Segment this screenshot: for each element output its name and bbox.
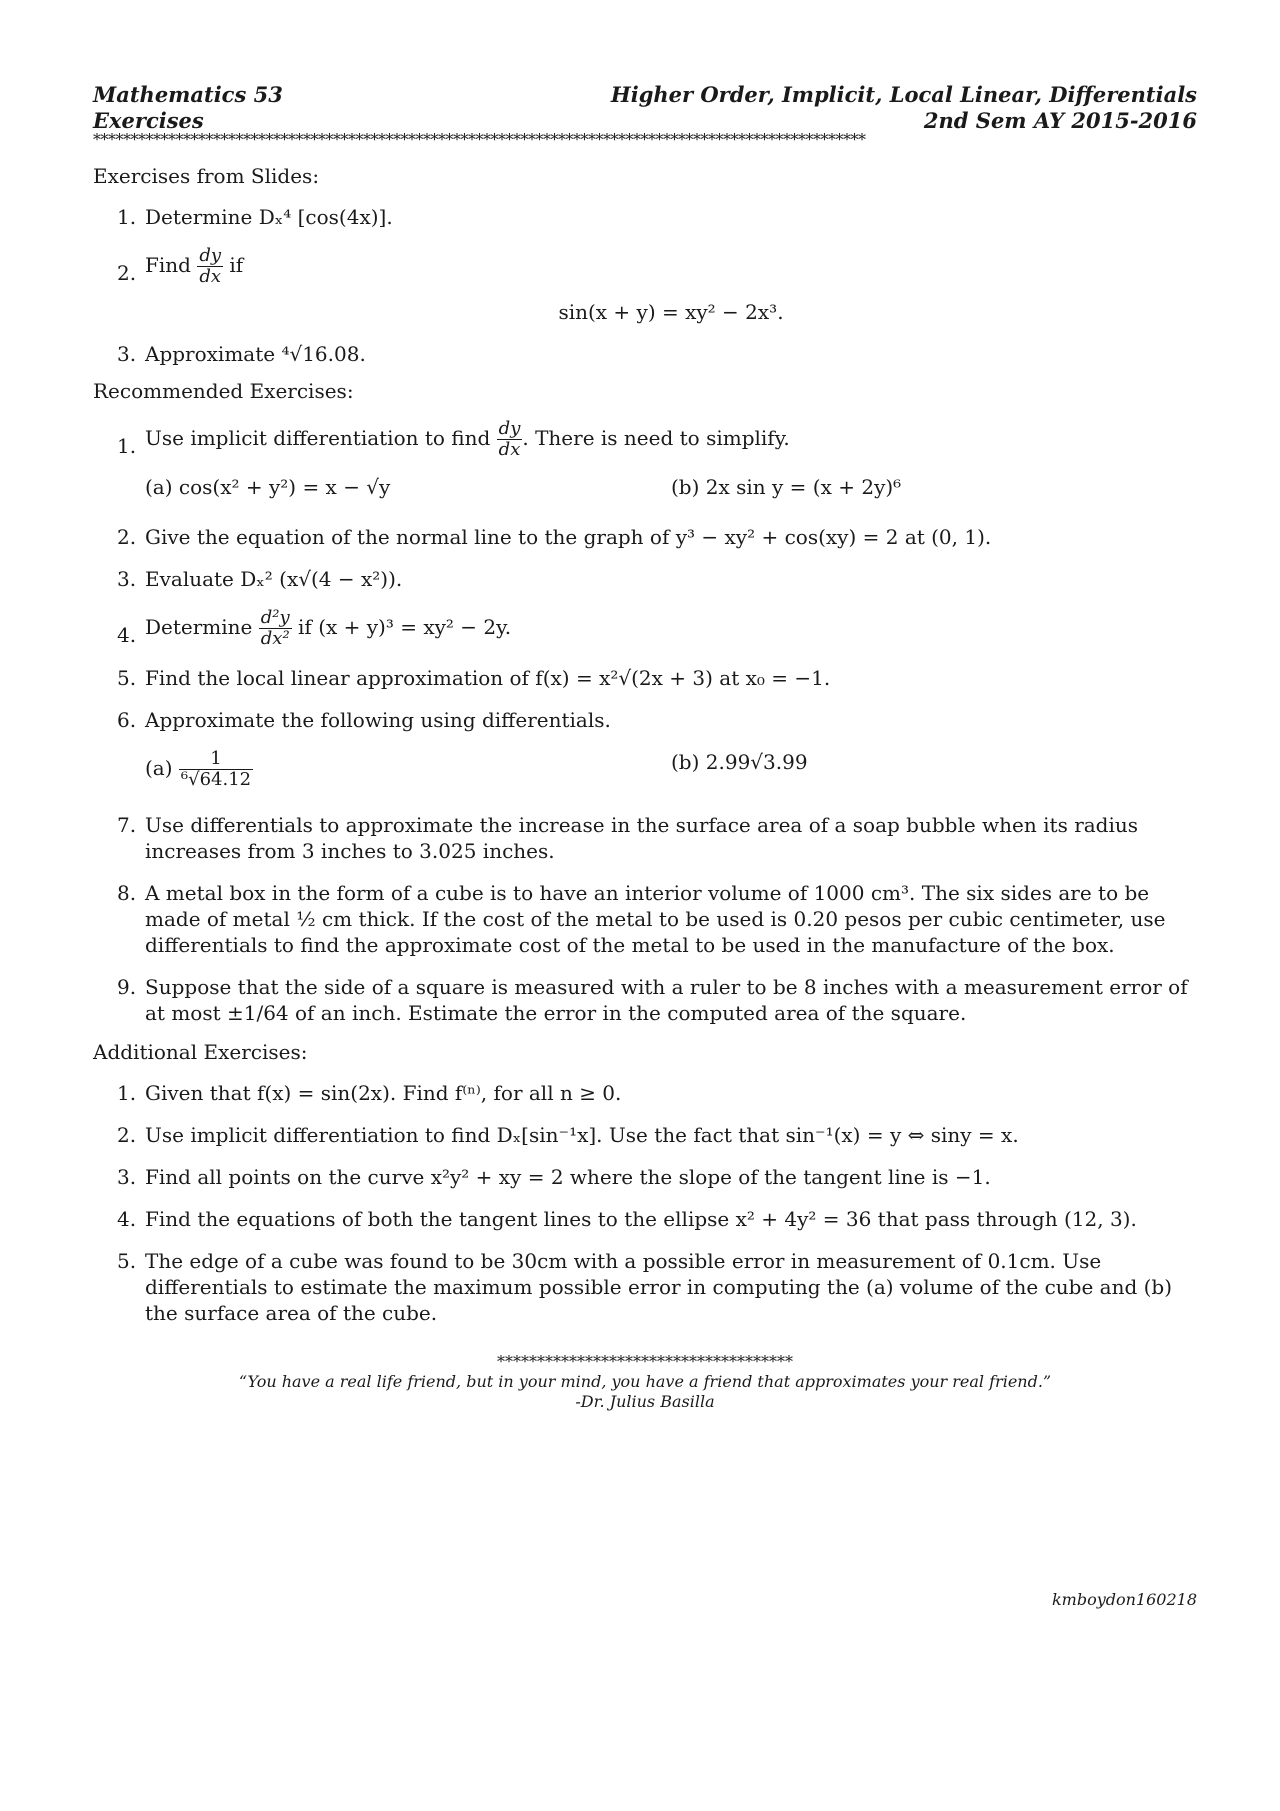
quote-text: “You have a real life friend, but in your mind, you have a friend that approximates your real friend.” xyxy=(238,1372,1052,1391)
fraction: $\frac{\text{d²y}}{\text{dx²}}$ xyxy=(260,607,290,649)
sub-item-b: (b) 2x sin y = (x + 2y)⁶ xyxy=(671,475,902,499)
section-heading-recommended: Recommended Exercises: xyxy=(93,379,354,403)
section-heading-slides: Exercises from Slides: xyxy=(93,164,320,188)
fraction: $\frac{dy}{dx}$ xyxy=(199,245,222,287)
list-item: 2. Use implicit differentiation to find Dₓ[sin⁻¹x]. Use the fact that sin⁻¹(x) = y ⇔ siny = x. xyxy=(117,1123,1019,1147)
list-item: 3. Approximate ⁴√16.08. xyxy=(117,342,366,366)
semester-label: 2nd Sem AY 2015-2016 xyxy=(923,108,1197,133)
additional-exercise-list xyxy=(93,1080,1197,1326)
list-item: 3. Evaluate Dₓ² (x√(4 − x²)). xyxy=(117,567,403,591)
list-item: 5. The edge of a cube was found to be 30cm with a possible error in measurement of 0.1cm. Use differentials to estimate the maximum possible error in computing the (a) volume of the cube and (b) the surface area of the cube. xyxy=(117,1249,1173,1325)
list-item: 4. Determine $\frac{\text{d²y}}{\text{dx²}}$ if (x + y)³ = xy² − 2y. xyxy=(117,607,512,649)
course-title: Mathematics 53 xyxy=(93,82,283,107)
recommended-exercise-list xyxy=(93,419,1197,1026)
list-item: 2. Give the equation of the normal line to the graph of y³ − xy² + cos(xy) = 2 at (0, 1). xyxy=(117,525,992,549)
list-item: 4. Find the equations of both the tangent lines to the ellipse x² + 4y² = 36 that pass through (12, 3). xyxy=(117,1207,1137,1231)
quote-author: -Dr. Julius Basilla xyxy=(575,1392,715,1411)
list-item: 2. Find $\frac{dy}{dx}$ if sin(x + y) = xy² − 2x³. xyxy=(93,246,1197,325)
list-item: 9. Suppose that the side of a square is measured with a ruler to be 8 inches with a measurement error of at most ±1/64 of an inch. Estimate the error in the computed area of the square. xyxy=(117,975,1188,1025)
fraction: $\frac{1}{\text{⁶√64.12}}$ xyxy=(180,748,252,790)
fraction: $\frac{dy}{dx}$ xyxy=(498,418,521,460)
section-heading-additional: Additional Exercises: xyxy=(93,1040,308,1064)
display-equation: sin(x + y) = xy² − 2x³. xyxy=(558,300,784,324)
document-page xyxy=(93,78,1197,1609)
slides-exercise-list xyxy=(93,204,1197,367)
item-text: Determine Dₓ⁴ [cos(4x)]. xyxy=(145,205,393,229)
topic-title: Higher Order, Implicit, Local Linear, Differentials xyxy=(610,82,1197,107)
item-text: Approximate ⁴√16.08. xyxy=(145,342,366,366)
sub-item-a: (a) $\frac{1}{\text{⁶√64.12}}$ xyxy=(145,748,252,790)
sub-items xyxy=(145,749,1197,790)
sub-item-a: (a) cos(x² + y²) = x − √y xyxy=(145,475,391,499)
list-item: 1. Use implicit differentiation to find $\frac{dy}{dx}$ . There is need to simplify. (a) cos(x² + y²) = x − √y (b) 2x sin y = (x + 2y)⁶ xyxy=(93,419,1197,500)
closing-block xyxy=(93,1352,1197,1412)
header-divider: ******************************************************************************************************* xyxy=(93,130,866,149)
footer-id: kmboydon160218 xyxy=(1051,1590,1197,1609)
list-item: 6. Approximate the following using differentials. (a) $\frac{1}{\text{⁶√64.12}}$ (b) 2.99√3.99 xyxy=(93,707,1197,790)
list-item: 3. Find all points on the curve x²y² + xy = 2 where the slope of the tangent line is −1. xyxy=(117,1165,991,1189)
sub-item-b: (b) 2.99√3.99 xyxy=(671,750,808,774)
closing-divider: ************************************* xyxy=(497,1352,793,1371)
list-item: 1. Given that f(x) = sin(2x). Find f⁽ⁿ⁾, for all n ≥ 0. xyxy=(117,1081,622,1105)
list-item: 8. A metal box in the form of a cube is to have an interior volume of 1000 cm³. The six sides are to be made of metal ½ cm thick. If the cost of the metal to be used is 0.20 pesos per cubic centimeter, use differentials to find the approximate cost of the metal to be used in the manufacture of the box. xyxy=(117,881,1166,957)
list-item: 7. Use differentials to approximate the increase in the surface area of a soap bubble when its radius increases from 3 inches to 3.025 inches. xyxy=(117,813,1139,863)
list-item: 1. Determine Dₓ⁴ [cos(4x)]. xyxy=(117,205,393,229)
list-item: 5. Find the local linear approximation of f(x) = x²√(2x + 3) at x₀ = −1. xyxy=(117,666,831,690)
sub-items xyxy=(145,474,1197,500)
document-header xyxy=(93,78,1197,133)
document-type: Exercises xyxy=(93,108,204,133)
